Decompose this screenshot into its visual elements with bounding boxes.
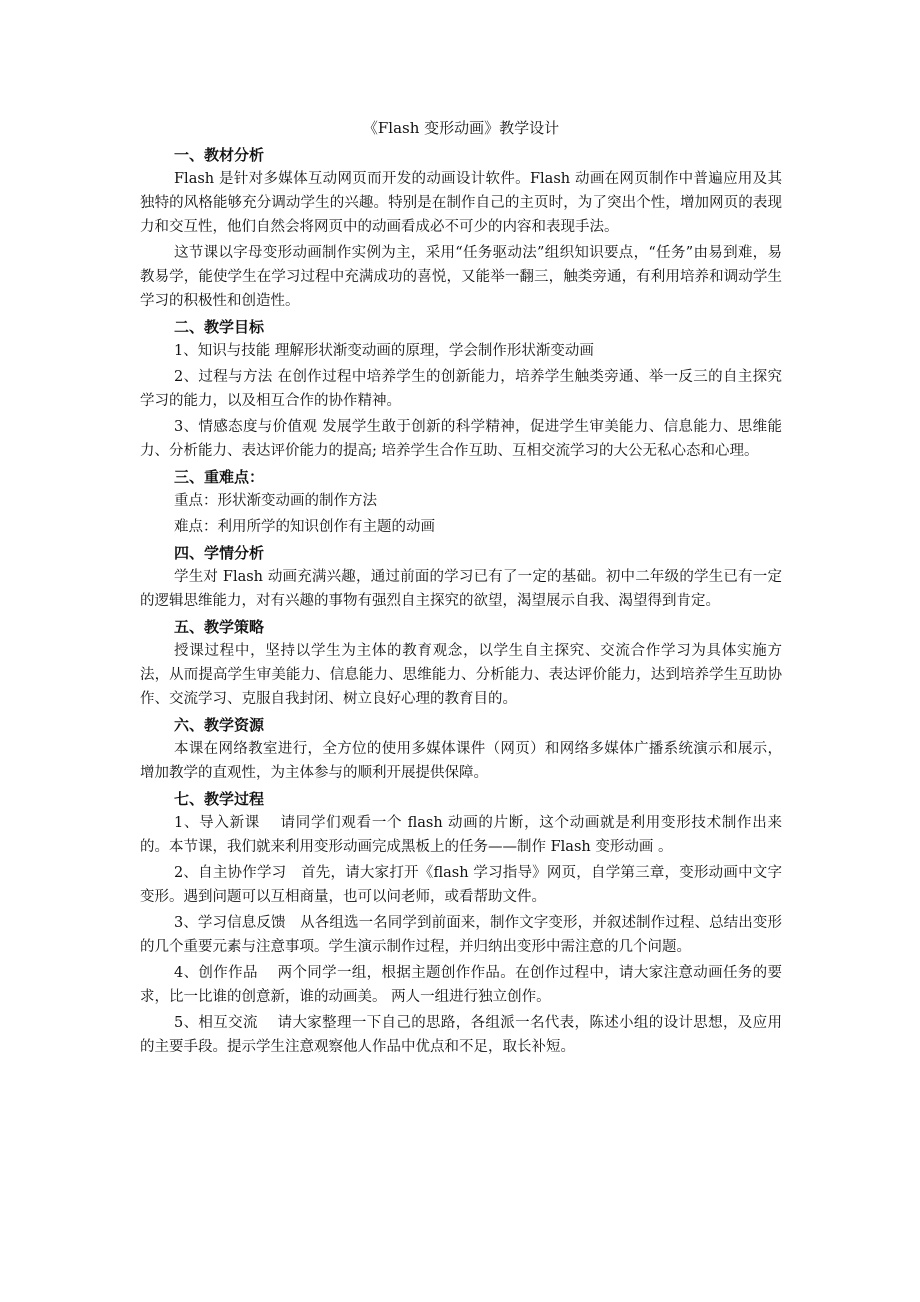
difficult-point-line: 难点：利用所学的知识创作有主题的动画 <box>174 519 435 535</box>
section-heading-key-points: 三、重难点： <box>174 468 265 486</box>
section-heading-goals: 二、教学目标 <box>174 318 265 336</box>
section-heading-resources: 六、教学资源 <box>174 716 265 734</box>
paragraph: 3、情感态度与价值观 发展学生敢于创新的科学精神，促进学生审美能力、信息能力、思维能力、分析能力、表达评价能力的提高; 培养学生合作互助、互相交流学习的大公无私心态和心理。 <box>140 419 782 459</box>
paragraph: 本课在网络教室进行，全方位的使用多媒体课件（网页）和网络多媒体广播系统演示和展示，增加教学的直观性，为主体参与的顺利开展提供保障。 <box>140 741 782 781</box>
paragraph: 1、知识与技能 理解形状渐变动画的原理，学会制作形状渐变动画 <box>174 343 594 359</box>
section-heading-materials: 一、教材分析 <box>174 146 265 164</box>
document-page <box>140 116 782 1061</box>
section-heading-strategy: 五、教学策略 <box>174 618 265 636</box>
paragraph: 1、导入新课 请同学们观看一个 flash 动画的片断，这个动画就是利用变形技术制作出来的。本节课，我们就来利用变形动画完成黑板上的任务——制作 Flash 变形动画 。 <box>140 815 782 855</box>
section-heading-process: 七、教学过程 <box>174 790 265 808</box>
paragraph: 2、自主协作学习 首先，请大家打开《flash 学习指导》网页，自学第三章，变形动画中文字变形。遇到问题可以互相商量，也可以问老师，或看帮助文件。 <box>140 865 782 905</box>
paragraph: 授课过程中，坚持以学生为主体的教育观念，以学生自主探究、交流合作学习为具体实施方法，从而提高学生审美能力、信息能力、思维能力、分析能力、表达评价能力，达到培养学生互助协作、交流学习、克服自我封闭、树立良好心理的教育目的。 <box>140 643 782 707</box>
paragraph: 5、相互交流 请大家整理一下自己的思路，各组派一名代表，陈述小组的设计思想，及应用的主要手段。提示学生注意观察他人作品中优点和不足，取长补短。 <box>140 1015 782 1055</box>
section-heading-student-analysis: 四、学情分析 <box>174 544 265 562</box>
paragraph: 学生对 Flash 动画充满兴趣，通过前面的学习已有了一定的基础。初中二年级的学生已有一定的逻辑思维能力，对有兴趣的事物有强烈自主探究的欲望，渴望展示自我、渴望得到肯定。 <box>140 569 782 609</box>
paragraph: Flash 是针对多媒体互动网页而开发的动画设计软件。Flash 动画在网页制作中普遍应用及其独特的风格能够充分调动学生的兴趣。特别是在制作自己的主页时，为了突出个性，增加网页的表现力和交互性，他们自然会将网页中的动画看成必不可少的内容和表现手法。 <box>140 171 782 235</box>
paragraph: 4、创作作品 两个同学一组，根据主题创作作品。在创作过程中，请大家注意动画任务的要求，比一比谁的创意新，谁的动画美。 两人一组进行独立创作。 <box>140 965 782 1005</box>
key-point-line: 重点：形状渐变动画的制作方法 <box>174 493 377 509</box>
paragraph: 2、过程与方法 在创作过程中培养学生的创新能力，培养学生触类旁通、举一反三的自主探究学习的能力，以及相互合作的协作精神。 <box>140 369 782 409</box>
paragraph: 这节课以字母变形动画制作实例为主，采用“任务驱动法”组织知识要点，“任务”由易到难，易教易学，能使学生在学习过程中充满成功的喜悦，又能举一翻三，触类旁通，有利用培养和调动学生学习的积极性和创造性。 <box>140 245 782 309</box>
document-title: 《Flash 变形动画》教学设计 <box>362 119 560 137</box>
paragraph: 3、学习信息反馈 从各组选一名同学到前面来，制作文字变形，并叙述制作过程、总结出变形的几个重要元素与注意事项。学生演示制作过程，并归纳出变形中需注意的几个问题。 <box>140 915 782 955</box>
